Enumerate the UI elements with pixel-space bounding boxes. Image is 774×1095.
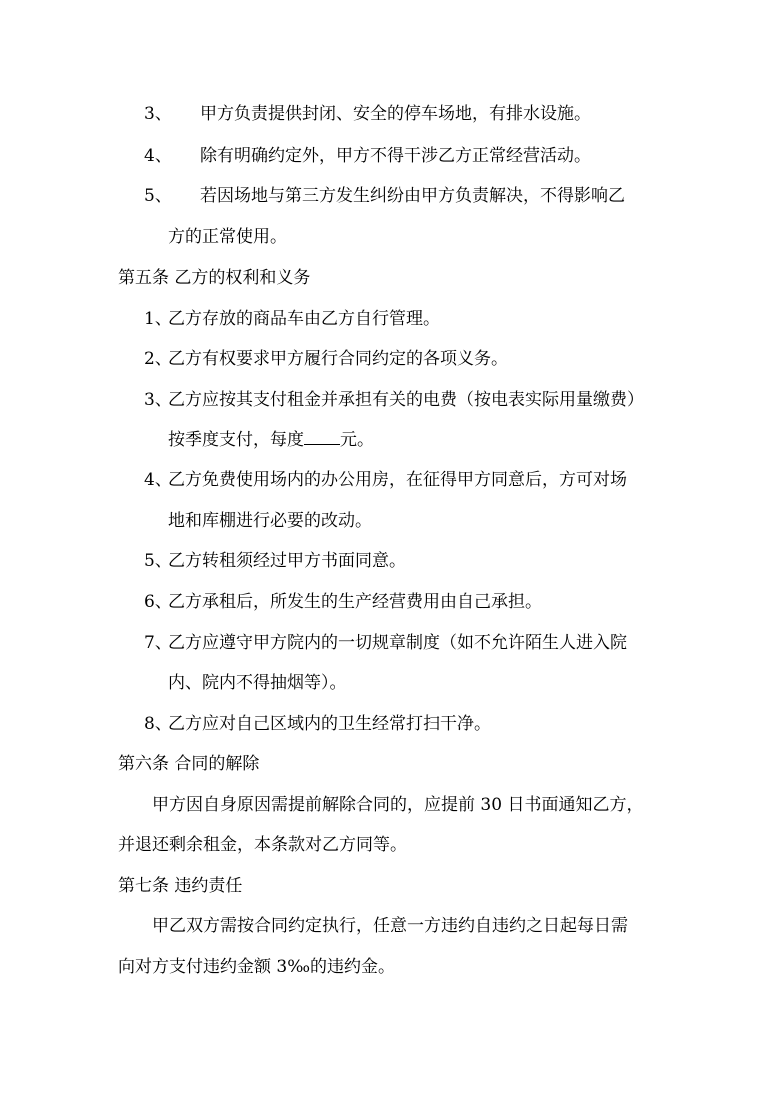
continuation-text: 按季度支付，每度 xyxy=(168,430,304,450)
item-number: 7、 xyxy=(144,633,172,653)
list-item xyxy=(144,307,440,331)
item-number: 3、 xyxy=(144,390,172,410)
item-number: 6、 xyxy=(144,592,172,612)
item-text: 除有明确约定外，甲方不得干涉乙方正常经营活动。 xyxy=(200,146,591,166)
list-item xyxy=(144,590,542,614)
article-heading: 第七条 违约责任 xyxy=(118,876,243,896)
item-text: 乙方存放的商品车由乙方自行管理。 xyxy=(168,309,440,329)
list-item xyxy=(144,631,627,655)
item-continuation xyxy=(168,428,374,452)
list-item xyxy=(144,102,591,126)
item-number: 4、 xyxy=(144,146,172,166)
paragraph-line: 向对方支付违约金额 3‰的违约金。 xyxy=(118,957,396,977)
list-item xyxy=(144,388,644,412)
item-text: 乙方应按其支付租金并承担有关的电费（按电表实际用量缴费） xyxy=(168,390,644,410)
fill-in-blank xyxy=(304,428,340,445)
item-text: 乙方承租后，所发生的生产经营费用由自己承担。 xyxy=(168,592,542,612)
continuation-text: 元。 xyxy=(340,430,374,450)
item-text: 乙方应对自己区域内的卫生经常打扫干净。 xyxy=(168,714,491,734)
paragraph-line: 甲乙双方需按合同约定执行，任意一方违约自违约之日起每日需 xyxy=(152,916,628,936)
list-item xyxy=(144,468,627,492)
item-number: 3、 xyxy=(144,104,172,124)
list-item xyxy=(144,549,406,573)
list-item xyxy=(144,347,508,371)
item-number: 5、 xyxy=(144,186,172,206)
item-number: 4、 xyxy=(144,470,172,490)
item-continuation: 内、院内不得抽烟等）。 xyxy=(168,673,347,693)
item-text: 乙方转租须经过甲方书面同意。 xyxy=(168,551,406,571)
item-number: 2、 xyxy=(144,349,172,369)
list-item xyxy=(144,184,625,208)
item-number: 5、 xyxy=(144,551,172,571)
item-continuation: 地和库棚进行必要的改动。 xyxy=(168,511,372,531)
article-heading: 第五条 乙方的权利和义务 xyxy=(118,268,311,288)
item-text: 乙方免费使用场内的办公用房，在征得甲方同意后，方可对场 xyxy=(168,470,627,490)
item-text: 乙方有权要求甲方履行合同约定的各项义务。 xyxy=(168,349,508,369)
item-text: 若因场地与第三方发生纠纷由甲方负责解决，不得影响乙 xyxy=(200,186,625,206)
list-item xyxy=(144,144,591,168)
item-number: 1、 xyxy=(144,309,172,329)
paragraph-line: 甲方因自身原因需提前解除合同的，应提前 30 日书面通知乙方， xyxy=(152,795,644,815)
item-text: 甲方负责提供封闭、安全的停车场地，有排水设施。 xyxy=(200,104,591,124)
paragraph-line: 并退还剩余租金，本条款对乙方同等。 xyxy=(118,835,407,855)
item-number: 8、 xyxy=(144,714,172,734)
item-text: 乙方应遵守甲方院内的一切规章制度（如不允许陌生人进入院 xyxy=(168,633,627,653)
article-heading: 第六条 合同的解除 xyxy=(118,754,260,774)
item-continuation: 方的正常使用。 xyxy=(168,227,287,247)
list-item xyxy=(144,712,491,736)
